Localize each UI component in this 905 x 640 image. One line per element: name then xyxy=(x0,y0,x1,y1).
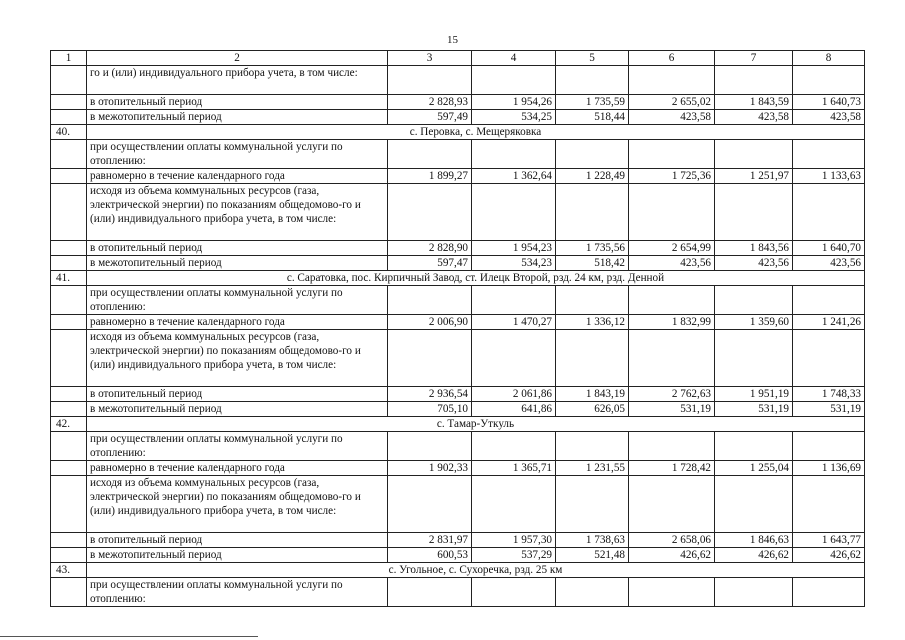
tariff-value: 1 832,99 xyxy=(629,315,715,330)
row-description: в межотопительный период xyxy=(87,548,388,563)
tariff-value xyxy=(715,286,793,315)
tariff-value xyxy=(472,432,556,461)
tariff-value: 597,49 xyxy=(388,110,472,125)
tariff-value xyxy=(793,432,865,461)
row-number xyxy=(51,315,87,330)
tariff-value xyxy=(629,476,715,533)
tariff-value: 1 255,04 xyxy=(715,461,793,476)
tariff-value xyxy=(556,140,629,169)
tariff-value xyxy=(472,140,556,169)
row-description: в отопительный период xyxy=(87,387,388,402)
tariff-value xyxy=(556,578,629,607)
row-description: в отопительный период xyxy=(87,241,388,256)
table-row xyxy=(51,286,865,315)
tariff-value xyxy=(715,476,793,533)
tariff-value xyxy=(556,476,629,533)
tariff-value: 1 336,12 xyxy=(556,315,629,330)
tariff-value: 1 735,56 xyxy=(556,241,629,256)
tariff-value: 1 251,97 xyxy=(715,169,793,184)
settlement-row xyxy=(51,271,865,286)
row-number xyxy=(51,402,87,417)
tariff-value xyxy=(793,476,865,533)
tariff-value: 518,42 xyxy=(556,256,629,271)
tariff-value xyxy=(556,330,629,387)
tariff-value: 2 828,90 xyxy=(388,241,472,256)
row-number xyxy=(51,533,87,548)
tariff-value xyxy=(388,578,472,607)
tariff-value: 2 936,54 xyxy=(388,387,472,402)
tariff-value: 518,44 xyxy=(556,110,629,125)
row-description: при осуществлении оплаты коммунальной услуги по отоплению: xyxy=(87,140,388,169)
tariff-value: 423,58 xyxy=(629,110,715,125)
tariff-value: 521,48 xyxy=(556,548,629,563)
settlement-name: с. Саратовка, пос. Кирпичный Завод, ст. Илецк Второй, рзд. 24 км, рзд. Денной xyxy=(87,271,865,286)
header-cell: 6 xyxy=(629,51,715,66)
tariff-value xyxy=(793,140,865,169)
tariff-value: 600,53 xyxy=(388,548,472,563)
tariff-value: 423,56 xyxy=(715,256,793,271)
header-cell: 7 xyxy=(715,51,793,66)
row-number xyxy=(51,95,87,110)
tariff-value xyxy=(472,578,556,607)
row-number: 43. xyxy=(51,563,87,578)
tariff-value: 1 640,70 xyxy=(793,241,865,256)
table-row xyxy=(51,95,865,110)
row-description: исходя из объема коммунальных ресурсов (газа, электрической энергии) по показаниям общедомово-го и (или) индивидуального прибора учета, в том числе: xyxy=(87,330,388,387)
tariff-value: 2 655,02 xyxy=(629,95,715,110)
header-cell: 5 xyxy=(556,51,629,66)
row-description: равномерно в течение календарного года xyxy=(87,461,388,476)
table-row xyxy=(51,387,865,402)
footnote-divider xyxy=(0,636,258,637)
tariff-value: 1 362,64 xyxy=(472,169,556,184)
tariff-value: 1 725,36 xyxy=(629,169,715,184)
table-row xyxy=(51,110,865,125)
row-number xyxy=(51,184,87,241)
tariff-value: 1 899,27 xyxy=(388,169,472,184)
tariff-value: 1 738,63 xyxy=(556,533,629,548)
settlement-name: с. Угольное, с. Сухоречка, рзд. 25 км xyxy=(87,563,865,578)
tariff-value xyxy=(629,330,715,387)
tariff-value: 531,19 xyxy=(793,402,865,417)
tariff-value xyxy=(388,140,472,169)
header-cell: 1 xyxy=(51,51,87,66)
tariff-value: 531,19 xyxy=(715,402,793,417)
tariff-value xyxy=(388,432,472,461)
tariff-value: 1 954,23 xyxy=(472,241,556,256)
tariff-value: 626,05 xyxy=(556,402,629,417)
tariff-value xyxy=(715,330,793,387)
tariff-value: 1 951,19 xyxy=(715,387,793,402)
tariff-value: 1 228,49 xyxy=(556,169,629,184)
tariff-value xyxy=(388,286,472,315)
row-number xyxy=(51,476,87,533)
table-row xyxy=(51,402,865,417)
table-row xyxy=(51,578,865,607)
tariff-value xyxy=(629,286,715,315)
tariff-value: 1 846,63 xyxy=(715,533,793,548)
tariff-value xyxy=(472,476,556,533)
table-row xyxy=(51,140,865,169)
row-number xyxy=(51,169,87,184)
tariff-value xyxy=(556,184,629,241)
tariff-value: 537,29 xyxy=(472,548,556,563)
table-row xyxy=(51,184,865,241)
table-row xyxy=(51,461,865,476)
tariff-value: 1 735,59 xyxy=(556,95,629,110)
row-description: в межотопительный период xyxy=(87,110,388,125)
row-description: го и (или) индивидуального прибора учета, в том числе: xyxy=(87,66,388,95)
tariff-table xyxy=(50,50,865,607)
tariff-value: 2 654,99 xyxy=(629,241,715,256)
table-row xyxy=(51,66,865,95)
row-description: в отопительный период xyxy=(87,95,388,110)
header-cell: 3 xyxy=(388,51,472,66)
row-description: при осуществлении оплаты коммунальной услуги по отоплению: xyxy=(87,432,388,461)
tariff-value: 1 136,69 xyxy=(793,461,865,476)
table-row xyxy=(51,169,865,184)
header-cell: 8 xyxy=(793,51,865,66)
tariff-value xyxy=(388,66,472,95)
header-row xyxy=(51,51,865,66)
tariff-value xyxy=(793,330,865,387)
row-number: 41. xyxy=(51,271,87,286)
tariff-value: 531,19 xyxy=(629,402,715,417)
row-number: 42. xyxy=(51,417,87,432)
row-number xyxy=(51,66,87,95)
tariff-value xyxy=(715,66,793,95)
tariff-value: 426,62 xyxy=(715,548,793,563)
tariff-value xyxy=(388,476,472,533)
header-cell: 4 xyxy=(472,51,556,66)
tariff-value: 423,56 xyxy=(793,256,865,271)
header-cell: 2 xyxy=(87,51,388,66)
row-number xyxy=(51,286,87,315)
tariff-value: 1 902,33 xyxy=(388,461,472,476)
table-row xyxy=(51,548,865,563)
tariff-value: 423,56 xyxy=(629,256,715,271)
tariff-value xyxy=(793,184,865,241)
row-number xyxy=(51,256,87,271)
tariff-value xyxy=(472,66,556,95)
row-description: исходя из объема коммунальных ресурсов (газа, электрической энергии) по показаниям общедомово-го и (или) индивидуального прибора учета, в том числе: xyxy=(87,184,388,241)
row-description: в отопительный период xyxy=(87,533,388,548)
table-body xyxy=(51,51,865,607)
tariff-value: 426,62 xyxy=(629,548,715,563)
table-row xyxy=(51,241,865,256)
row-number xyxy=(51,387,87,402)
row-description: при осуществлении оплаты коммунальной услуги по отоплению: xyxy=(87,578,388,607)
settlement-name: с. Перовка, с. Мещеряковка xyxy=(87,125,865,140)
row-description: равномерно в течение календарного года xyxy=(87,315,388,330)
tariff-value xyxy=(472,184,556,241)
row-number: 40. xyxy=(51,125,87,140)
row-number xyxy=(51,548,87,563)
tariff-value xyxy=(793,66,865,95)
tariff-value xyxy=(629,140,715,169)
tariff-value: 1 728,42 xyxy=(629,461,715,476)
table-row xyxy=(51,432,865,461)
settlement-row xyxy=(51,563,865,578)
tariff-value: 423,58 xyxy=(715,110,793,125)
page-number: 15 xyxy=(447,34,458,46)
tariff-value: 2 828,93 xyxy=(388,95,472,110)
tariff-value xyxy=(472,286,556,315)
tariff-value xyxy=(793,578,865,607)
tariff-value: 534,25 xyxy=(472,110,556,125)
settlement-row xyxy=(51,125,865,140)
row-number xyxy=(51,432,87,461)
tariff-value: 1 470,27 xyxy=(472,315,556,330)
table-row xyxy=(51,330,865,387)
row-description: исходя из объема коммунальных ресурсов (газа, электрической энергии) по показаниям общедомово-го и (или) индивидуального прибора учета, в том числе: xyxy=(87,476,388,533)
tariff-value: 1 748,33 xyxy=(793,387,865,402)
tariff-value: 1 957,30 xyxy=(472,533,556,548)
row-number xyxy=(51,330,87,387)
tariff-value xyxy=(629,578,715,607)
row-description: в межотопительный период xyxy=(87,402,388,417)
tariff-value: 534,23 xyxy=(472,256,556,271)
row-number xyxy=(51,461,87,476)
table-row xyxy=(51,315,865,330)
settlement-row xyxy=(51,417,865,432)
tariff-value: 2 762,63 xyxy=(629,387,715,402)
tariff-value xyxy=(715,578,793,607)
tariff-value xyxy=(793,286,865,315)
row-description: при осуществлении оплаты коммунальной услуги по отоплению: xyxy=(87,286,388,315)
tariff-value: 2 061,86 xyxy=(472,387,556,402)
tariff-value: 1 640,73 xyxy=(793,95,865,110)
tariff-value: 1 359,60 xyxy=(715,315,793,330)
table-row xyxy=(51,256,865,271)
tariff-value: 2 658,06 xyxy=(629,533,715,548)
tariff-value: 1 843,19 xyxy=(556,387,629,402)
table-row xyxy=(51,533,865,548)
tariff-value: 1 954,26 xyxy=(472,95,556,110)
row-number xyxy=(51,140,87,169)
tariff-value: 597,47 xyxy=(388,256,472,271)
tariff-value: 1 133,63 xyxy=(793,169,865,184)
tariff-value xyxy=(556,432,629,461)
tariff-value: 1 365,71 xyxy=(472,461,556,476)
tariff-value: 1 241,26 xyxy=(793,315,865,330)
tariff-value xyxy=(388,184,472,241)
tariff-value: 2 831,97 xyxy=(388,533,472,548)
row-description: в межотопительный период xyxy=(87,256,388,271)
tariff-value xyxy=(472,330,556,387)
tariff-value: 426,62 xyxy=(793,548,865,563)
row-number xyxy=(51,110,87,125)
tariff-value xyxy=(629,432,715,461)
tariff-value xyxy=(715,140,793,169)
tariff-value xyxy=(629,184,715,241)
tariff-value: 423,58 xyxy=(793,110,865,125)
tariff-value: 1 843,56 xyxy=(715,241,793,256)
row-description: равномерно в течение календарного года xyxy=(87,169,388,184)
tariff-value xyxy=(629,66,715,95)
tariff-value: 641,86 xyxy=(472,402,556,417)
row-number xyxy=(51,241,87,256)
tariff-value: 1 643,77 xyxy=(793,533,865,548)
tariff-value xyxy=(556,286,629,315)
tariff-value xyxy=(715,432,793,461)
tariff-value: 2 006,90 xyxy=(388,315,472,330)
tariff-value: 1 843,59 xyxy=(715,95,793,110)
row-number xyxy=(51,578,87,607)
tariff-value xyxy=(388,330,472,387)
tariff-value: 705,10 xyxy=(388,402,472,417)
tariff-value xyxy=(715,184,793,241)
table-row xyxy=(51,476,865,533)
settlement-name: с. Тамар-Уткуль xyxy=(87,417,865,432)
tariff-value: 1 231,55 xyxy=(556,461,629,476)
tariff-value xyxy=(556,66,629,95)
